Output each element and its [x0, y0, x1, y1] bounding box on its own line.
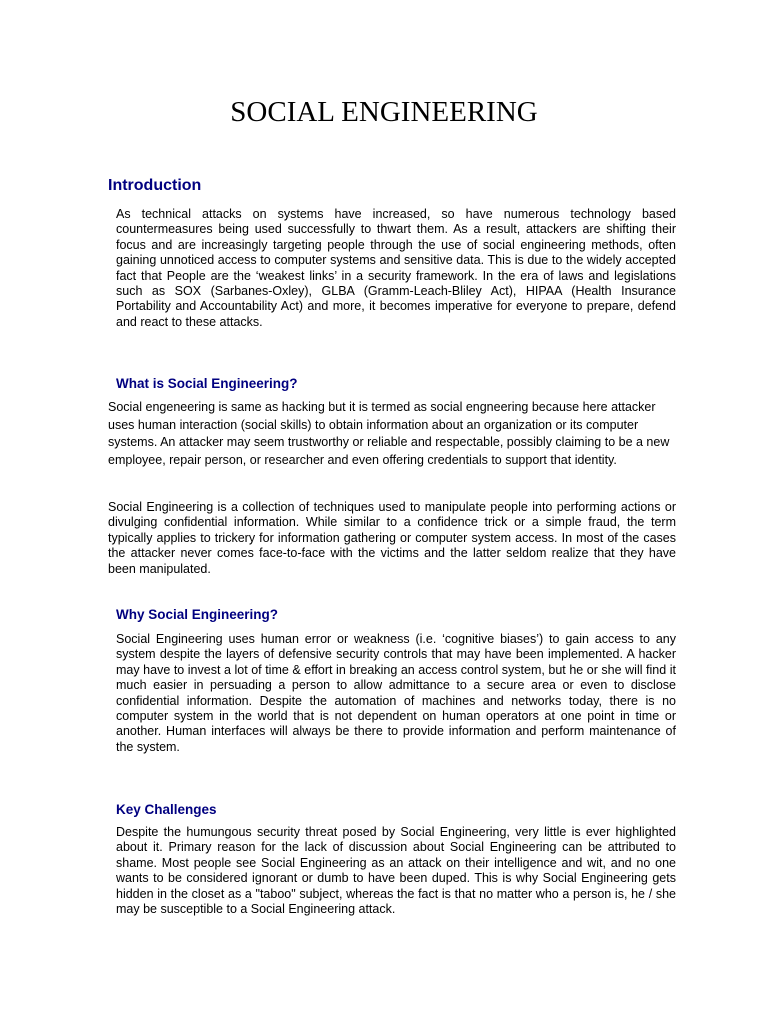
key-challenges-heading: Key Challenges: [116, 802, 217, 817]
what-is-paragraph-2: Social Engineering is a collection of techniques used to manipulate people into performing actions or divulging confidential information. While similar to a confidence trick or a simple fraud, the term typically applies to trickery for information gathering or computer system access. In most of the cases the attacker never comes face-to-face with the victims and the latter seldom realize that they have been manipulated.: [108, 500, 676, 576]
what-is-paragraph-1: Social engeneering is same as hacking but it is termed as social engneering because here attacker uses human interaction (social skills) to obtain information about an organization or its computer systems. An attacker may seem trustworthy or reliable and respectable, possibly claiming to be a new employee, repair person, or researcher and even offering credentials to support that identity.: [108, 400, 670, 467]
why-paragraph: Social Engineering uses human error or weakness (i.e. ‘cognitive biases’) to gain access to any system despite the layers of defensive security controls that may have been implemented. A hacker may have to invest a lot of time & effort in breaking an access control system, but he or she will find it much easier in persuading a person to allow admittance to a secure area or even to disclose confidential information. Despite the automation of machines and networks today, there is no computer system in the world that is not dependent on human operators at one point in time or another. Human interfaces will always be there to provide information and perform maintenance of the system.: [116, 632, 676, 754]
why-heading: Why Social Engineering?: [116, 607, 279, 622]
introduction-heading: Introduction: [108, 177, 202, 194]
document-title: SOCIAL ENGINEERING: [230, 96, 538, 128]
key-challenges-paragraph: Despite the humungous security threat posed by Social Engineering, very little is ever highlighted about it. Primary reason for the lack of discussion about Social Engineering can be attributed to shame. Most people see Social Engineering as an attack on their intelligence and wit, and no one wants to be considered ignorant or dumb to have been duped. This is why Social Engineering gets hidden in the closet as a "taboo" subject, whereas the fact is that no matter who a person is, he / she may be susceptible to a Social Engineering attack.: [116, 825, 676, 917]
what-is-heading: What is Social Engineering?: [116, 376, 298, 391]
introduction-paragraph: As technical attacks on systems have increased, so have numerous technology based countermeasures being used successfully to thwart them. As a result, attackers are shifting their focus and are increasingly targeting people through the use of social engineering methods, often gaining unnoticed access to computer systems and sensitive data. This is due to the widely accepted fact that People are the ‘weakest links’ in a security framework. In the era of laws and legislations such as SOX (Sarbanes-Oxley), GLBA (Gramm-Leach-Bliley Act), HIPAA (Health Insurance Portability and Accountability Act) and more, it becomes imperative for everyone to prepare, defend and react to these attacks.: [116, 207, 676, 329]
